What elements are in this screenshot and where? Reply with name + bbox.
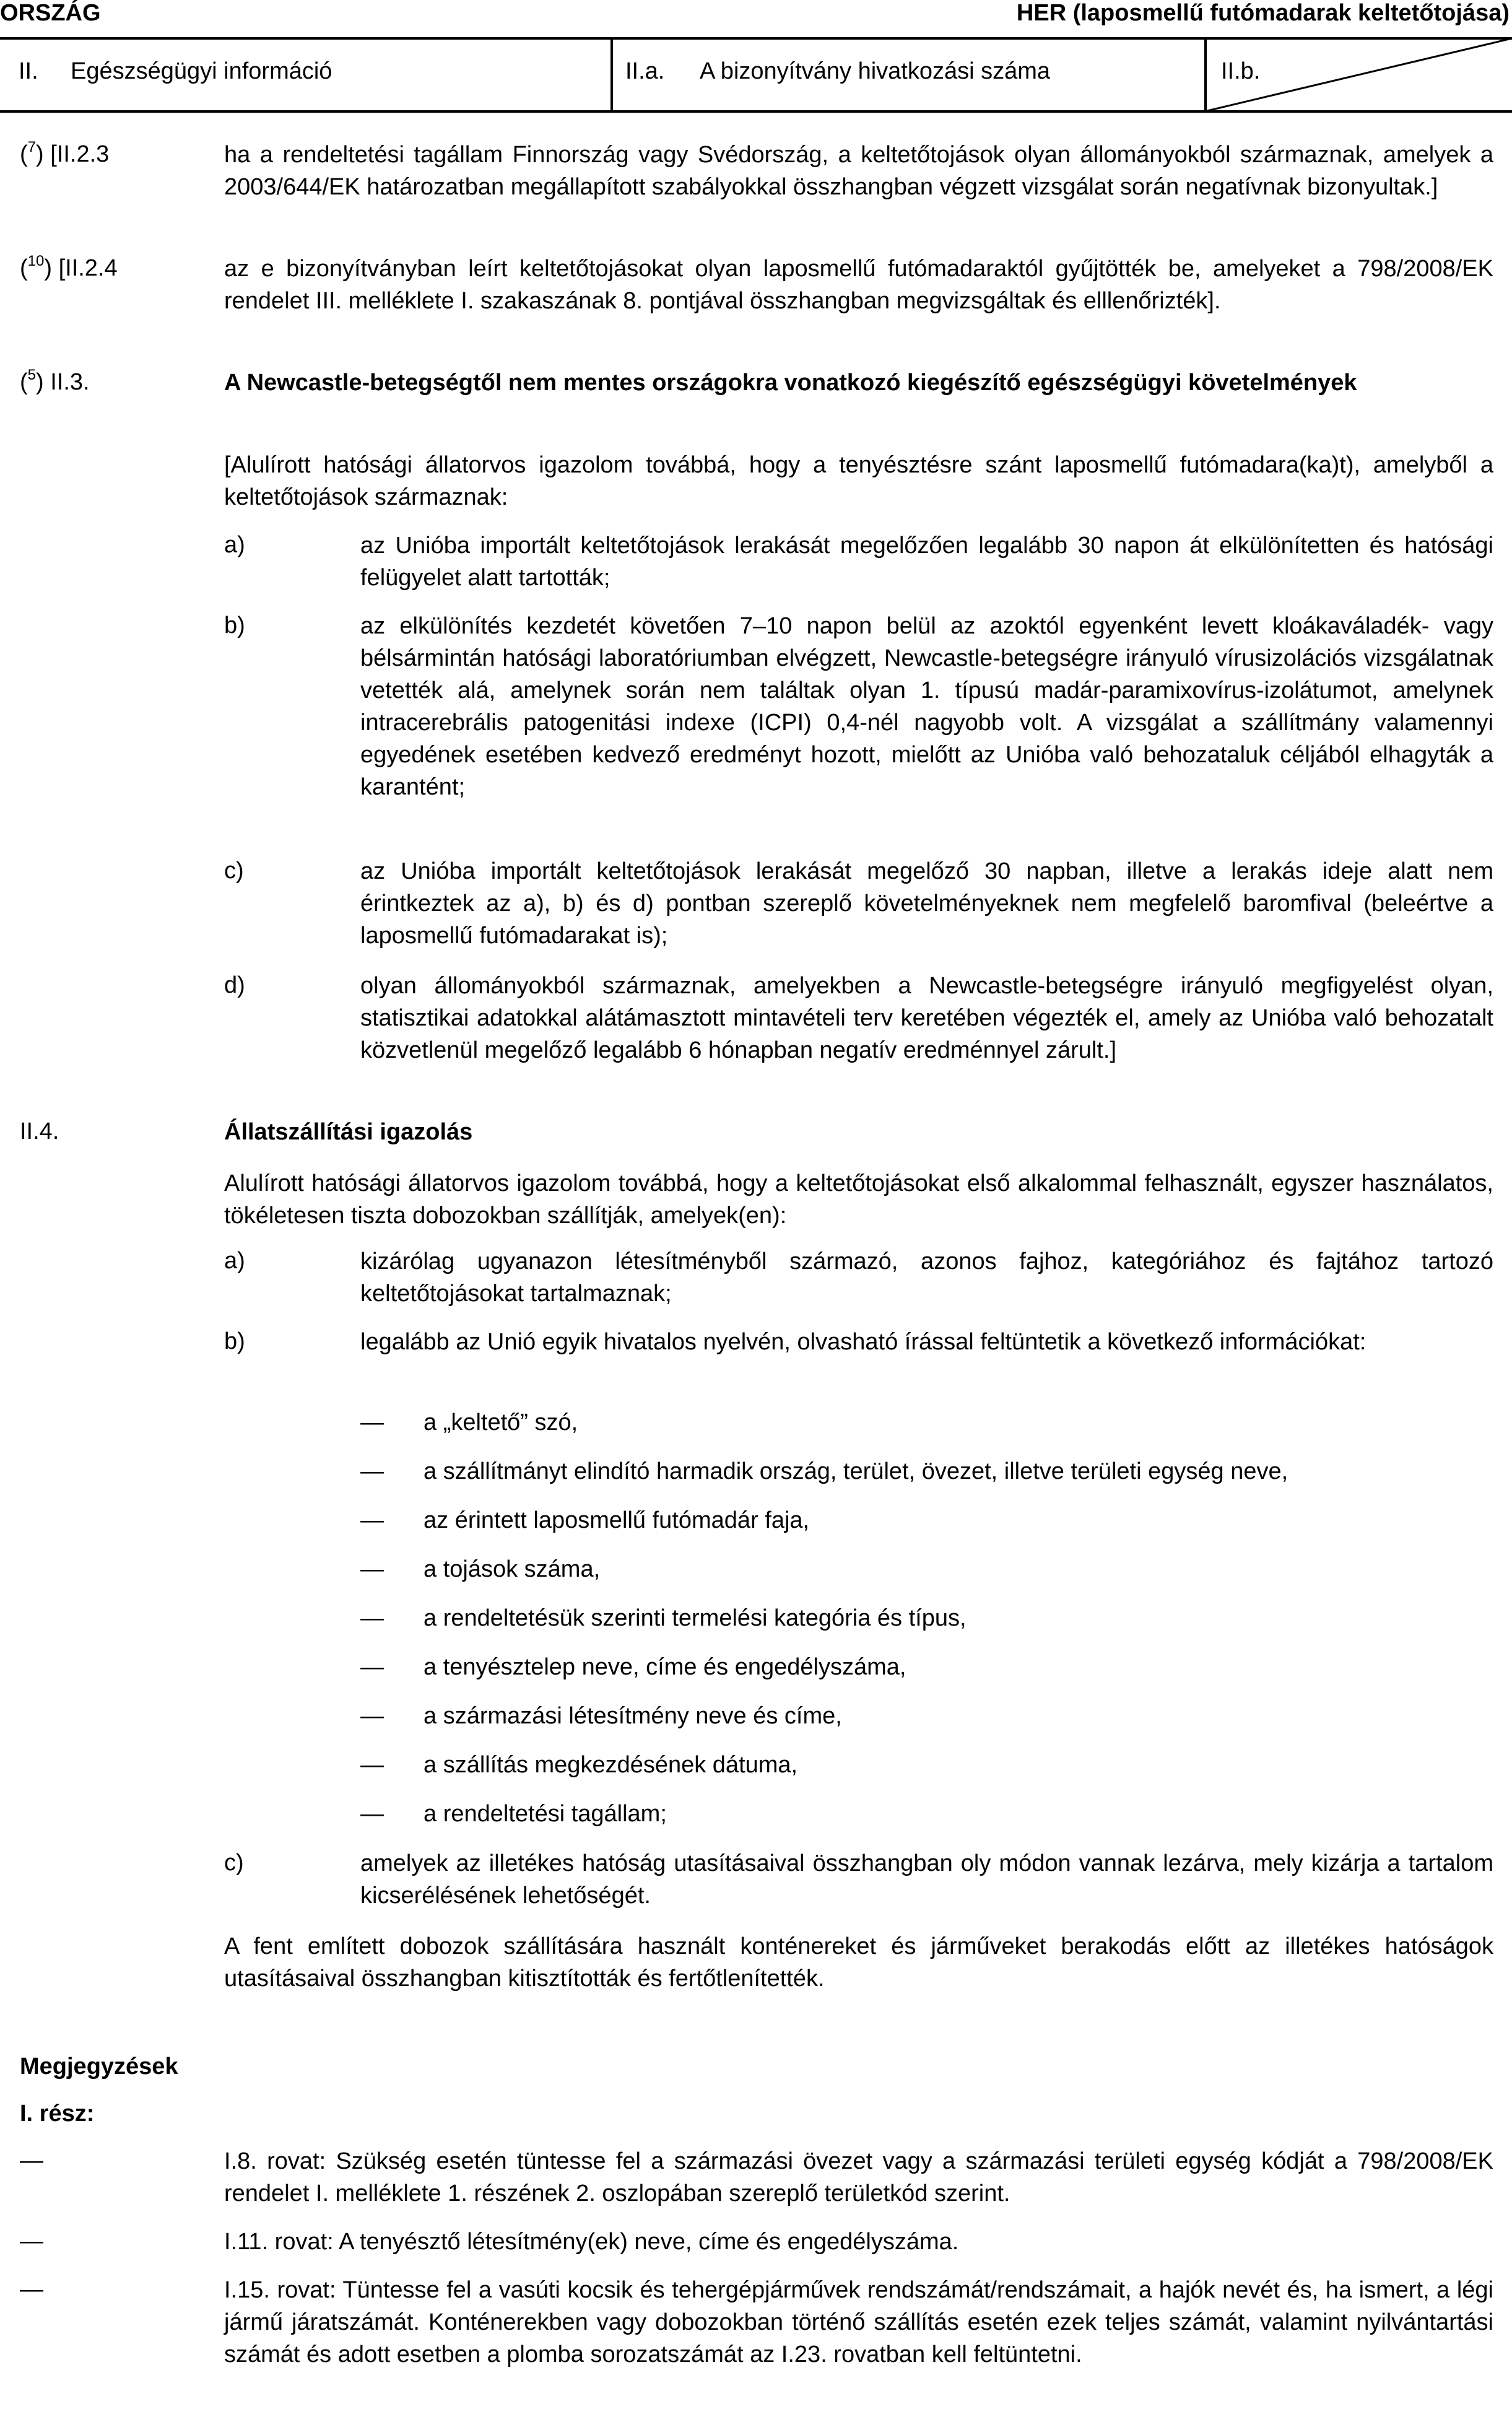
dash-list-item: a tenyésztelep neve, címe és engedélyszáma,	[424, 1654, 906, 1680]
section-text-ii-2-3: ha a rendeltetési tagállam Finnország vagy Svédország, a keltetőtojások olyan állományokból származnak, amelyek a 2003/644/EK határozatban megállapított szabályokkal összhangban végzett vizsgálat során negatívnak bizonyultak.]	[224, 142, 1493, 200]
header-table	[0, 37, 1512, 113]
table-divider	[610, 37, 613, 113]
section-intro-ii-4: Alulírott hatósági állatorvos igazolom továbbá, hogy a keltetőtojásokat első alkalommal felhasznált, egyszer használatos, tökéletesen tiszta dobozokban szállítják, amelyek(en):	[224, 1170, 1493, 1229]
footnote-ref: 10	[27, 253, 45, 269]
dash-symbol: —	[360, 1409, 384, 1435]
dash-list-item: a szállítás megkezdésének dátuma,	[424, 1752, 798, 1778]
dash-symbol: —	[360, 1458, 384, 1484]
note-item: I.8. rovat: Szükség esetén tüntesse fel a származási övezet vagy a származási területi egység kódját a 798/2008/EK rendelet I. melléklete 1. részének 2. oszlopában szereplő területkód szerint.	[224, 2148, 1493, 2206]
dash-symbol: —	[20, 2228, 43, 2254]
notes-part-heading: I. rész:	[20, 2101, 95, 2127]
cell-label: A bizonyítvány hivatkozási száma	[700, 58, 1051, 84]
list-marker-a: a)	[224, 1248, 245, 1274]
diagonal-strike-line	[1204, 37, 1512, 113]
dash-list-item: a szállítmányt elindító harmadik ország, terület, övezet, illetve területi egység neve,	[424, 1458, 1288, 1484]
list-marker-b: b)	[224, 1328, 245, 1354]
note-item: I.11. rovat: A tenyésztő létesítmény(ek) neve, címe és engedélyszáma.	[224, 2229, 959, 2255]
footnote-ref: 7	[27, 139, 37, 155]
dash-symbol: —	[360, 1752, 384, 1778]
dash-symbol: —	[360, 1556, 384, 1582]
section-number: [II.2.3	[50, 141, 110, 167]
dash-list-item: a származási létesítmény neve és címe,	[424, 1703, 842, 1729]
section-number: II.3.	[50, 369, 90, 395]
cell-number: II.a.	[625, 58, 665, 84]
list-item-text-b: az elkülönítés kezdetét követően 7–10 napon belül az azoktól egyenként levett kloákaváladék- vagy bélsármintán hatósági laboratóriumban elvégzett, Newcastle-betegségre irányuló vírusizolációs vizsgálatnak vetették alá, amelynek során nem találtak olyan 1. típusú madár-paramixovírus-izolátumot, amelynek intracerebrális patogenitási indexe (ICPI) 0,4-nél nagyobb volt. A vizsgálat a szállítmány valamennyi egyedének esetében kedvező eredményt hozott, mielőtt az Unióba való behozataluk céljából elhagyták a karantént;	[360, 613, 1493, 800]
dash-list-item: a rendeltetésük szerinti termelési kategória és típus,	[424, 1605, 967, 1631]
footnote-ref: 5	[27, 367, 37, 383]
notes-heading: Megjegyzések	[20, 2054, 178, 2080]
dash-symbol: —	[20, 2148, 43, 2174]
page-header	[0, 0, 1512, 37]
cell-number: II.b.	[1221, 58, 1261, 84]
cell-number: II.	[19, 58, 38, 84]
header-cell-health-info	[19, 58, 332, 85]
section-heading-ii-3: A Newcastle-betegségtől nem mentes országokra vonatkozó kiegészítő egészségügyi követelmények	[224, 370, 1357, 396]
list-marker-d: d)	[224, 972, 245, 998]
closing-paragraph: A fent említett dobozok szállítására használt konténereket és járműveket berakodás előtt az illetékes hatóságok utasításaival összhangban kitisztították és fertőtlenítették.	[224, 1933, 1493, 1992]
dash-list-item: az érintett laposmellű futómadár faja,	[424, 1507, 810, 1533]
section-label-ii-4: II.4.	[20, 1118, 59, 1144]
list-marker-c: c)	[224, 1850, 244, 1876]
dash-symbol: —	[360, 1605, 384, 1631]
cell-label: Egészségügyi információ	[71, 58, 332, 84]
dash-list-item: a „keltető” szó,	[424, 1409, 578, 1435]
section-intro-ii-3: [Alulírott hatósági állatorvos igazolom továbbá, hogy a tenyésztésre szánt laposmellű futómadara(ka)t), amelyből a keltetőtojások származnak:	[224, 452, 1493, 510]
section-label-ii-3: ($^5$) II.3.	[20, 367, 90, 395]
section-label-ii-2-4: ($^{10}$) [II.2.4	[20, 253, 118, 281]
dash-list-item: a rendeltetési tagállam;	[424, 1801, 667, 1827]
header-cell-reference-number	[625, 58, 1050, 85]
country-heading: ORSZÁG	[0, 0, 101, 26]
section-heading-ii-4: Állatszállítási igazolás	[224, 1119, 473, 1145]
list-item-text-c: az Unióba importált keltetőtojások lerakását megelőző 30 napban, illetve a lerakás ideje alatt nem érintkeztek az a), b) és d) pontban szereplő követelményeknek nem megfelelő baromfival (beleértve a laposmellű futómadarakat is);	[360, 858, 1493, 949]
dash-symbol: —	[360, 1654, 384, 1680]
note-item: I.15. rovat: Tüntesse fel a vasúti kocsik és tehergépjárművek rendszámát/rendszámait, a hajók nevét és, ha ismert, a légi jármű járatszámát. Konténerekben vagy dobozokban történő szállítás esetén ezek teljes számát, valamint nyilvántartási számát és adott esetben a plomba sorozatszámát az I.23. rovatban kell feltüntetni.	[224, 2277, 1493, 2368]
dash-list-item: a tojások száma,	[424, 1556, 601, 1582]
list-item-text-a: az Unióba importált keltetőtojások lerakását megelőzően legalább 30 napon át elkülönítetten és hatósági felügyelet alatt tartották;	[360, 533, 1493, 591]
list-item-text-b: legalább az Unió egyik hivatalos nyelvén, olvasható írással feltüntetik a következő információkat:	[360, 1329, 1366, 1355]
section-label-ii-2-3: ($^7$) [II.2.3	[20, 139, 110, 167]
dash-symbol: —	[20, 2276, 43, 2302]
dash-symbol: —	[360, 1507, 384, 1533]
list-item-text-c: amelyek az illetékes hatóság utasításaival összhangban oly módon vannak lezárva, mely kizárja a tartalom kicserélésének lehetőségét.	[360, 1850, 1493, 1909]
list-marker-b: b)	[224, 612, 245, 638]
section-number: [II.2.4	[58, 255, 118, 281]
list-item-text-a: kizárólag ugyanazon létesítményből származó, azonos fajhoz, kategóriához és fajtához tartozó keltetőtojásokat tartalmaznak;	[360, 1248, 1493, 1307]
list-marker-c: c)	[224, 858, 244, 884]
list-marker-a: a)	[224, 532, 245, 558]
document-title: HER (laposmellű futómadarak keltetőtojása)	[1016, 0, 1510, 26]
section-text-ii-2-4: az e bizonyítványban leírt keltetőtojásokat olyan laposmellű futómadaraktól gyűjtötték be, amelyeket a 798/2008/EK rendelet III. melléklete I. szakaszának 8. pontjával összhangban megvizsgáltak és elllenőrizték].	[224, 256, 1493, 314]
dash-symbol: —	[360, 1703, 384, 1729]
list-item-text-d: olyan állományokból származnak, amelyekben a Newcastle-betegségre irányuló megfigyelést olyan, statisztikai adatokkal alátámasztott mintavételi terv keretében végezték el, amely az Unióba való behozatalt közvetlenül megelőző legalább 6 hónapban negatív eredménnyel zárult.]	[360, 973, 1493, 1063]
dash-symbol: —	[360, 1801, 384, 1827]
